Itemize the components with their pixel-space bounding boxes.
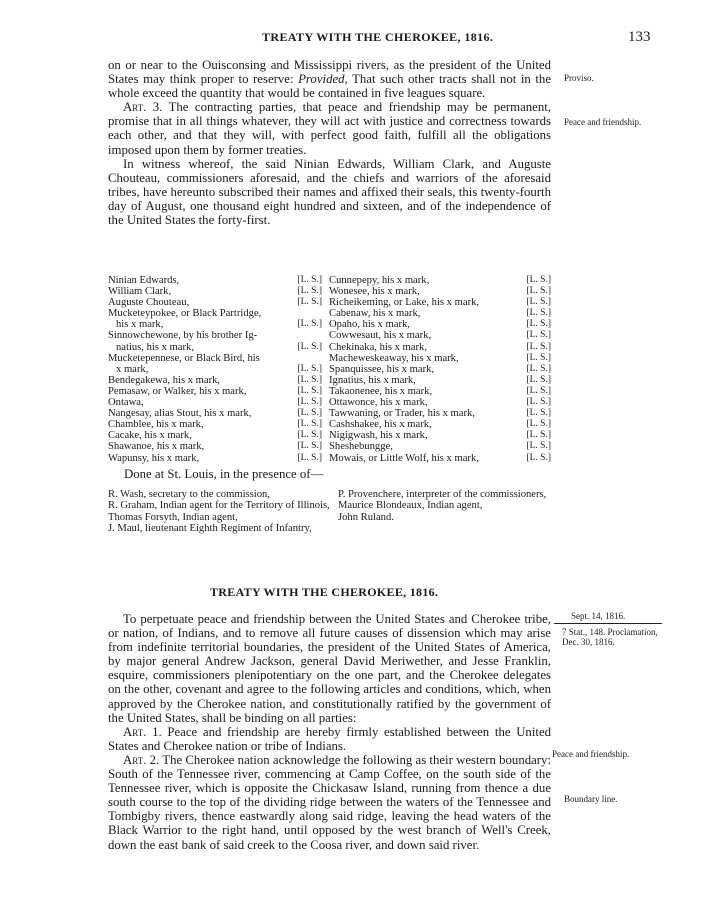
seal-mark: [L. S.]	[297, 374, 322, 385]
witness-entry: R. Graham, Indian agent for the Territory of Illinois,	[108, 500, 330, 512]
seal-mark: [L. S.]	[526, 330, 551, 341]
signatory-name: Ninian Edwards,	[108, 275, 180, 286]
margin-note-date: Sept. 14, 1816.	[571, 611, 626, 621]
signatory-row	[108, 275, 322, 286]
seal-mark: [L. S.]	[526, 374, 551, 385]
article-2	[108, 753, 551, 852]
signatory-name: Cabenaw, his x mark,	[329, 308, 421, 320]
signatory-name: Mucketeypokee, or Black Partridge, his x mark,	[108, 308, 295, 330]
signatory-name: Opaho, his x mark,	[329, 319, 410, 331]
article-1-text: Peace and friendship are hereby firmly established between the United States and Cherokee nation or tribe of Indians.	[108, 724, 552, 753]
seal-mark: [L. S.]	[297, 275, 322, 285]
continued-paragraph: on or near to the Ouisconsing and Mississippi rivers, as the president of the United States may think proper to reserve: Provided, That such other tracts shall not in the whole exceed the quantity that would be contained in five leagues square.	[108, 58, 552, 101]
seal-mark: [L. S.]	[526, 408, 551, 419]
article-text-lower	[108, 612, 551, 852]
preamble: To perpetuate peace and friendship between the United States and Cherokee tribe, or nation, of Indians, and to remove all future causes of dissension which may arise from indefinite territorial boundaries, the president of the United States of America, by major general Andrew Jackson, general David Meriwether, and Jesse Franklin, esquire, commissioners plenipotentiary on the one part, and the Cherokee delegates on the other, covenant and agree to the following articles and conditions, which, when approved by the Cherokee nation, and constitutionally ratified by the government of the United States, shall be binding on all parties:	[108, 612, 551, 725]
signatory-name: Cacake, his x mark,	[108, 430, 192, 442]
signatory-name: Cashshakee, his x mark,	[329, 419, 432, 431]
signatory-row	[329, 430, 551, 441]
signatory-row	[329, 353, 551, 364]
witness-entry: Thomas Forsyth, Indian agent,	[108, 511, 238, 523]
signatures-right-column	[329, 275, 551, 464]
signatory-row	[108, 419, 322, 430]
signatory-row	[329, 286, 551, 297]
article-3-label: Art. 3.	[123, 100, 163, 115]
seal-mark: [L. S.]	[297, 319, 322, 330]
signatory-name: Cunnepepy, his x mark,	[329, 275, 430, 286]
signatory-name-continued: his x mark,	[116, 319, 164, 331]
seal-mark: [L. S.]	[526, 419, 551, 430]
signatory-row	[329, 419, 551, 430]
signatory-name: Chekinaka, his x mark,	[329, 341, 427, 353]
signatory-name: Mowais, or Little Wolf, his x mark,	[329, 452, 479, 464]
signatures-left-column	[108, 275, 322, 464]
signatory-row	[329, 441, 551, 452]
signatory-row	[108, 430, 322, 441]
signatory-name: Sheshebungge,	[329, 441, 393, 453]
witness-entry: John Ruland.	[338, 511, 394, 523]
margin-note-boundary: Boundary line.	[564, 794, 618, 804]
signatory-row	[108, 286, 322, 297]
seal-mark: [L. S.]	[526, 363, 551, 374]
signatory-name: Pemasaw, or Walker, his x mark,	[108, 385, 247, 397]
signatory-row	[329, 397, 551, 408]
signatory-row	[329, 408, 551, 419]
signatory-row	[329, 319, 551, 330]
signatory-row	[108, 330, 322, 352]
signatory-row	[108, 453, 322, 464]
signatory-row	[108, 308, 322, 330]
signatory-row	[329, 375, 551, 386]
seal-mark: [L. S.]	[526, 452, 551, 463]
signatory-row	[329, 275, 551, 286]
seal-mark: [L. S.]	[297, 385, 322, 396]
signatory-row	[329, 330, 551, 341]
signatory-name: Wonesee, his x mark,	[329, 286, 420, 298]
witnesses-left-column	[108, 489, 330, 535]
seal-mark: [L. S.]	[526, 286, 551, 297]
witnesses-right-column	[338, 489, 551, 535]
signatory-name: Nigigwash, his x mark,	[329, 430, 428, 442]
witness-entry: P. Provenchere, interpreter of the commissioners,	[338, 489, 547, 500]
signatory-name: Mucketepennese, or Black Bird, his x mark,	[108, 353, 295, 375]
margin-note-peace-2: Peace and friendship.	[552, 749, 630, 759]
signatory-name: Macheweskeaway, his x mark,	[329, 352, 459, 364]
signatory-name: Richeikeming, or Lake, his x mark,	[329, 297, 480, 309]
seal-mark: [L. S.]	[526, 341, 551, 352]
signatory-row	[329, 453, 551, 464]
signatory-row	[329, 297, 551, 308]
article-1	[108, 725, 551, 753]
signatory-row	[108, 375, 322, 386]
running-title: TREATY WITH THE CHEROKEE, 1816.	[262, 30, 494, 44]
signatory-row	[108, 297, 322, 308]
signatory-row	[108, 441, 322, 452]
seal-mark: [L. S.]	[297, 286, 322, 297]
signatory-name: William Clark,	[108, 286, 172, 298]
margin-divider	[554, 623, 662, 624]
signature-block	[108, 275, 551, 464]
signatory-row	[329, 386, 551, 397]
signatory-name-continued: x mark,	[116, 363, 149, 375]
seal-mark: [L. S.]	[297, 430, 322, 441]
seal-mark: [L. S.]	[526, 397, 551, 408]
article-3-text: The contracting parties, that peace and friendship may be permanent, promise that in all things whatever, they will act with justice and correctness towards each other, and that they will, with perfect good faith, fulfill all the obligations imposed upon them by former treaties.	[108, 100, 552, 157]
seal-mark: [L. S.]	[526, 308, 551, 319]
seal-mark: [L. S.]	[297, 441, 322, 452]
seal-mark: [L. S.]	[297, 452, 322, 463]
signatory-name: Takaonenee, his x mark,	[329, 385, 433, 397]
signatory-row	[108, 397, 322, 408]
article-text-upper	[108, 58, 551, 227]
signatory-name: Nangesay, alias Stout, his x mark,	[108, 408, 252, 420]
seal-mark: [L. S.]	[526, 430, 551, 441]
signatory-name: Ignatius, his x mark,	[329, 374, 416, 386]
witness-paragraph: In witness whereof, the said Ninian Edwards, William Clark, and Auguste Chouteau, commissioners aforesaid, and the chiefs and warriors of the aforesaid tribes, have hereunto subscribed their names and affixed their seals, this twenty-fourth day of August, one thousand eight hundred and sixteen, and of the independence of the United States the forty-first.	[108, 156, 551, 228]
signatory-name: Bendegakewa, his x mark,	[108, 374, 221, 386]
treaty-title: TREATY WITH THE CHEROKEE, 1816.	[210, 585, 439, 599]
signatory-row	[108, 386, 322, 397]
witness-entry: J. Maul, lieutenant Eighth Regiment of Infantry,	[108, 523, 312, 535]
signatory-name: Ontawa,	[108, 397, 144, 409]
seal-mark: [L. S.]	[526, 319, 551, 330]
signatory-name: Chamblee, his x mark,	[108, 419, 204, 431]
article-1-label: Art. 1.	[123, 724, 162, 739]
seal-mark: [L. S.]	[526, 385, 551, 396]
witness-entry: R. Wash, secretary to the commission,	[108, 489, 270, 500]
seal-mark: [L. S.]	[297, 408, 322, 419]
article-3	[108, 100, 551, 156]
page-number: 133	[628, 29, 651, 45]
signatory-name-continued: natius, his x mark,	[116, 341, 194, 353]
seal-mark: [L. S.]	[526, 275, 551, 285]
seal-mark: [L. S.]	[297, 363, 322, 374]
signatory-name: Tawwaning, or Trader, his x mark,	[329, 408, 475, 420]
signatory-name: Cowwesaut, his x mark,	[329, 330, 432, 342]
signatory-name: Spanquissee, his x mark,	[329, 363, 435, 375]
seal-mark: [L. S.]	[297, 397, 322, 408]
done-at-line: Done at St. Louis, in the presence of—	[124, 467, 324, 481]
margin-note-citation: 7 Stat., 148. Proclamation, Dec. 30, 1816.	[562, 627, 658, 647]
signatory-row	[329, 364, 551, 375]
signatory-row	[329, 342, 551, 353]
signatory-name: Ottawonce, his x mark,	[329, 397, 428, 409]
article-2-label: Art. 2.	[123, 752, 160, 767]
article-2-text: The Cherokee nation acknowledge the following as their western boundary: South of the Tennessee river, commencing at Camp Coffee, on the south side of the Tennessee river, which is opposite the Chickasaw Island, running from thence a due south course to the top of the dividing ridge between the waters of the Tennessee and Tombigby rivers, thence eastwardly along said ridge, leaving the head waters of the Black Warrior to the right hand, until opposed by the west branch of Well's Creek, down the east bank of said creek to the Coosa river, and down said river.	[108, 752, 552, 852]
seal-mark: [L. S.]	[526, 297, 551, 308]
signatory-row	[108, 408, 322, 419]
seal-mark: [L. S.]	[297, 297, 322, 308]
witness-block	[108, 489, 551, 535]
signatory-name: Auguste Chouteau,	[108, 297, 190, 309]
signatory-row	[108, 353, 322, 375]
margin-note-peace-1: Peace and friendship.	[564, 117, 642, 127]
signatory-name: Wapunsy, his x mark,	[108, 452, 200, 464]
witness-entry: Maurice Blondeaux, Indian agent,	[338, 500, 483, 512]
signatory-name: Shawanoe, his x mark,	[108, 441, 205, 453]
margin-note-proviso: Proviso.	[564, 73, 594, 83]
signatory-row	[329, 308, 551, 319]
seal-mark: [L. S.]	[526, 352, 551, 363]
seal-mark: [L. S.]	[297, 341, 322, 352]
signatory-name: Sinnowchewone, by his brother Ig- natius, his x mark,	[108, 330, 295, 352]
seal-mark: [L. S.]	[297, 419, 322, 430]
seal-mark: [L. S.]	[526, 441, 551, 452]
